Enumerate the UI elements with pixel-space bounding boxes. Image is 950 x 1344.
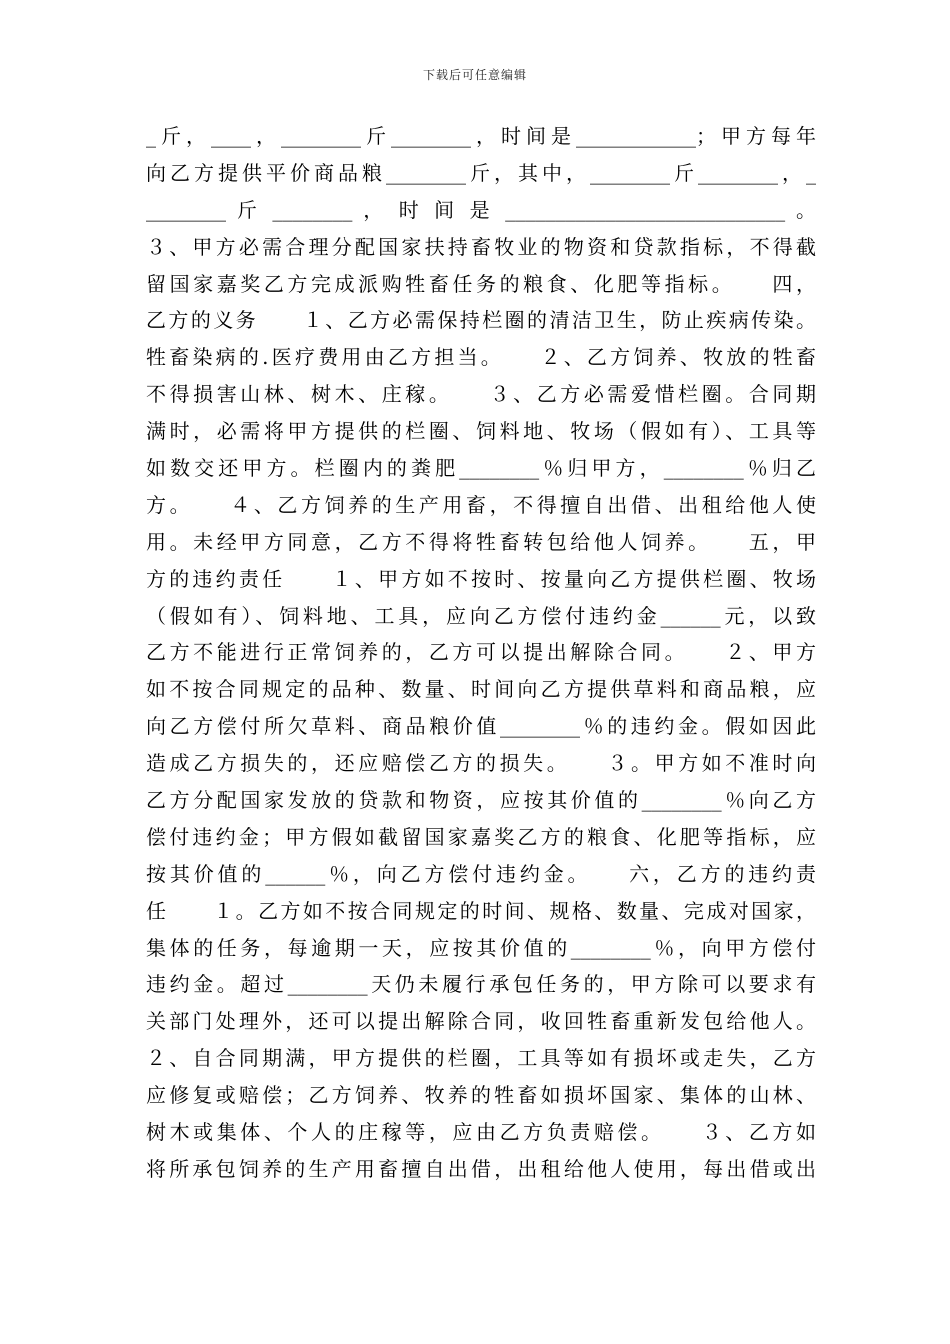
text-line: 按其价值的______％，向乙方偿付违约金。 六，乙方的违约责: [146, 861, 816, 886]
text-line: 牲畜染病的.医疗费用由乙方担当。 ２、乙方饲养、牧放的牲畜: [146, 345, 816, 370]
text-line: 如数交还甲方。栏圈内的粪肥________％归甲方，________％归乙: [146, 456, 816, 481]
text-line: 用。未经甲方同意，乙方不得将牲畜转包给他人饲养。 五，甲: [146, 529, 816, 554]
text-line: 关部门处理外，还可以提出解除合同，收回牲畜重新发包给他人。: [146, 1009, 816, 1034]
text-line: 方的违约责任 １、甲方如不按时、按量向乙方提供栏圈、牧场: [146, 566, 816, 591]
text-line: 留国家嘉奖乙方完成派购牲畜任务的粮食、化肥等指标。 四，: [146, 271, 816, 296]
text-line: ２、自合同期满，甲方提供的栏圈，工具等如有损坏或走失，乙方: [146, 1046, 816, 1071]
text-line: 乙方的义务 １、乙方必需保持栏圈的清洁卫生，防止疾病传染。: [146, 308, 816, 333]
text-line: 不得损害山林、树木、庄稼。 ３、乙方必需爱惜栏圈。合同期: [146, 382, 816, 407]
text-line: 将所承包饲养的生产用畜擅自出借，出租给他人使用，每出借或出: [146, 1156, 816, 1181]
text-line: 如不按合同规定的品种、数量、时间向乙方提供草料和商品粮，应: [146, 677, 816, 702]
text-line: _斤，____，________斤________，时间是____________；甲方每年: [146, 124, 816, 148]
text-line: 违约金。超过________天仍未履行承包任务的，甲方除可以要求有: [146, 972, 816, 997]
text-line: ________ 斤 ________ ， 时 间 是 ____________________________ 。: [146, 197, 816, 222]
text-line: 树木或集体、个人的庄稼等，应由乙方负责赔偿。 ３、乙方如: [146, 1120, 816, 1145]
text-line: 乙方不能进行正常饲养的，乙方可以提出解除合同。 ２、甲方: [146, 640, 816, 665]
text-line: 应修复或赔偿；乙方饲养、牧养的牲畜如损坏国家、集体的山林、: [146, 1083, 816, 1108]
text-line: 乙方分配国家发放的贷款和物资，应按其价值的________％向乙方: [146, 788, 816, 813]
text-line: 造成乙方损失的，还应赔偿乙方的损失。 ３。甲方如不准时向: [146, 751, 816, 776]
text-line: （假如有）、饲料地、工具，应向乙方偿付违约金______元，以致: [146, 603, 816, 628]
text-line: 向乙方提供平价商品粮________斤，其中，________斤________，_: [146, 160, 816, 185]
page-header: 下载后可任意编辑: [422, 68, 527, 82]
text-line: 集体的任务，每逾期一天，应按其价值的________％，向甲方偿付: [146, 935, 816, 960]
text-line: 方。 ４、乙方饲养的生产用畜，不得擅自出借、出租给他人使: [146, 492, 816, 517]
text-line: 满时，必需将甲方提供的栏圈、饲料地、牧场（假如有）、工具等: [146, 419, 816, 444]
text-line: 任 １。乙方如不按合同规定的时间、规格、数量、完成对国家，: [146, 898, 816, 923]
text-line: 偿付违约金；甲方假如截留国家嘉奖乙方的粮食、化肥等指标，应: [146, 824, 816, 849]
text-line: 向乙方偿付所欠草料、商品粮价值________％的违约金。假如因此: [146, 714, 816, 739]
contract-body: [146, 118, 816, 1188]
text-line: ３、甲方必需合理分配国家扶持畜牧业的物资和贷款指标，不得截: [146, 234, 816, 259]
